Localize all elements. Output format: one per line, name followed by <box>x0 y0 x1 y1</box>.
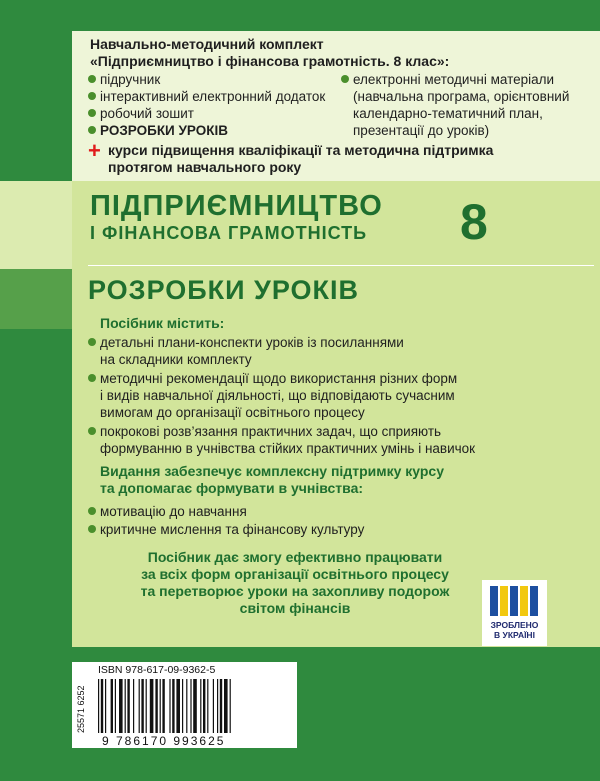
bullet-icon <box>88 427 96 435</box>
kit-title-line2: «Підприємництво і фінансова грамотність. 8 клас»: <box>90 53 450 69</box>
plus-line1: курси підвищення кваліфікації та методична підтримка <box>108 142 494 158</box>
list-item <box>88 88 325 105</box>
closing-statement <box>100 549 490 617</box>
subject-line1: ПІДПРИЄМНИЦТВО <box>90 190 383 222</box>
divider <box>88 265 594 266</box>
bullet-icon <box>88 75 96 83</box>
closing-line: та перетворює уроки на захопливу подорож <box>140 583 450 599</box>
kit-title-line1: Навчально-методичний комплект <box>90 36 324 52</box>
list-item-text: на складники комплекту <box>100 352 252 367</box>
barcode-digits: 9 786170 993625 <box>102 734 226 748</box>
list-item-text: календарно-тематичний план, <box>353 106 543 121</box>
bullet-icon <box>88 507 96 515</box>
support-heading-line2: та допомагає формувати в учнівства: <box>100 480 364 496</box>
flag-stripe-icon <box>510 586 518 616</box>
list-item-text: підручник <box>100 72 161 87</box>
list-item <box>341 71 569 88</box>
barcode-icon <box>96 679 286 733</box>
support-heading <box>100 463 444 497</box>
flag-stripe-icon <box>490 586 498 616</box>
bullet-icon <box>88 92 96 100</box>
flag-stripe-icon <box>500 586 508 616</box>
list-item <box>88 503 488 520</box>
subject-line2: І ФІНАНСОВА ГРАМОТНІСТЬ <box>90 223 368 243</box>
list-item-text: формуванню в учнівства стійких практичних умінь і навичок <box>100 441 476 456</box>
decor-square <box>0 269 72 329</box>
list-item-text: і видів навчальної діяльності, що відповідають сучасним <box>100 388 455 403</box>
isbn-text: ISBN 978-617-09-9362-5 <box>98 664 216 676</box>
closing-line: світом фінансів <box>239 600 351 616</box>
flag-stripe-icon <box>530 586 538 616</box>
badge-line2: В УКРАЇНІ <box>494 630 535 640</box>
list-item <box>88 423 528 457</box>
list-item <box>88 370 528 421</box>
kit-title <box>90 36 449 70</box>
list-item-text: вимогам до організації освітнього процесу <box>100 405 365 420</box>
list-item-text: мотивацію до навчання <box>100 504 247 519</box>
bullet-icon <box>88 126 96 134</box>
list-item-text: (навчальна програма, орієнтовний <box>353 89 570 104</box>
series-title: РОЗРОБКИ УРОКІВ <box>88 275 359 305</box>
list-item-text: методичні рекомендації щодо використання різних форм <box>100 371 458 386</box>
contents-heading: Посібник містить: <box>100 315 225 331</box>
list-item <box>88 105 325 122</box>
list-item <box>88 71 325 88</box>
bullet-icon <box>88 525 96 533</box>
list-item-text: електронні методичні матеріали <box>353 72 555 87</box>
list-item-text: детальні плани-конспекти уроків із посиланнями <box>100 335 404 350</box>
bullet-icon <box>88 374 96 382</box>
grade-number: 8 <box>460 194 488 250</box>
list-item-text: покрокові розв’язання практичних задач, що сприяють <box>100 424 442 439</box>
list-item-text: критичне мислення та фінансову культуру <box>100 522 365 537</box>
plus-item-text <box>108 142 493 176</box>
support-heading-line1: Видання забезпечує комплексну підтримку курсу <box>100 463 444 479</box>
plus-item <box>88 138 101 163</box>
decor-square <box>0 181 72 269</box>
list-item-text: РОЗРОБКИ УРОКІВ <box>100 123 228 138</box>
kit-left-list <box>88 71 325 139</box>
closing-line: Посібник дає змогу ефективно працювати <box>147 549 443 565</box>
flag-stripe-icon <box>520 586 528 616</box>
closing-line: за всіх форм організації освітнього процесу <box>141 566 449 582</box>
barcode-side-digits: 25571 6252 <box>76 685 86 733</box>
badge-text <box>482 620 547 640</box>
bullet-icon <box>341 75 349 83</box>
badge-line1: ЗРОБЛЕНО <box>490 620 539 630</box>
bullet-icon <box>88 109 96 117</box>
bullet-icon <box>88 338 96 346</box>
list-item-text: інтерактивний електронний додаток <box>100 89 326 104</box>
list-item <box>88 521 488 538</box>
kit-right-list <box>341 71 569 139</box>
list-item-text: презентації до уроків) <box>353 123 490 138</box>
list-item <box>88 334 508 368</box>
list-item-text: робочий зошит <box>100 106 194 121</box>
plus-line2: протягом навчального року <box>108 159 302 175</box>
plus-icon: + <box>88 138 101 163</box>
list-item <box>88 122 325 139</box>
subject-title <box>90 191 383 244</box>
